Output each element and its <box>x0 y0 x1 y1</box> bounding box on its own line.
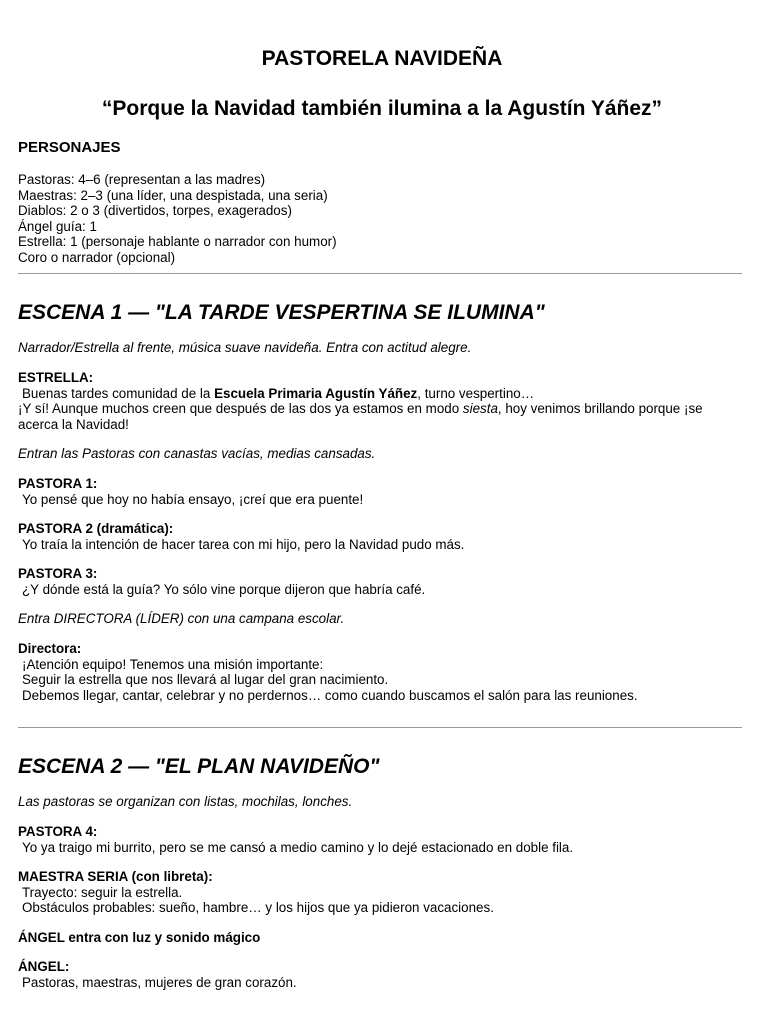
dialogue-pastora2 <box>18 521 746 552</box>
stage-direction: Entran las Pastoras con canastas vacías, medias cansadas. <box>18 446 376 461</box>
line-text: Buenas tardes comunidad de la <box>22 385 215 401</box>
dialogue-line: Trayecto: seguir la estrella. <box>22 884 183 900</box>
dialogue-line <box>14 401 746 432</box>
dialogue-line: Yo ya traigo mi burrito, pero se me cansó a medio camino y lo dejé estacionado en doble fila. <box>22 839 574 855</box>
line-text: ¡Y sí! Aunque muchos creen que después de las dos ya estamos en modo <box>18 401 463 416</box>
personaje-item: Coro o narrador (opcional) <box>18 249 176 265</box>
emphasis-text: siesta <box>462 401 498 416</box>
dialogue-line: ¿Y dónde está la guía? Yo sólo vine porque dijeron que habría café. <box>22 581 426 597</box>
dialogue-line: Yo traía la intención de hacer tarea con mi hijo, pero la Navidad pudo más. <box>22 536 465 552</box>
personaje-item: Ángel guía: 1 <box>18 218 97 234</box>
school-name: Escuela Primaria Agustín Yáñez <box>214 385 418 401</box>
dialogue-line: Obstáculos probables: sueño, hambre… y los hijos que ya pidieron vacaciones. <box>22 900 494 915</box>
personaje-item: Diablos: 2 o 3 (divertidos, torpes, exagerados) <box>18 203 292 218</box>
speaker-name: ÁNGEL: <box>18 959 70 974</box>
escena2-heading: ESCENA 2 — "EL PLAN NAVIDEÑO" <box>18 755 380 778</box>
dialogue-line: Seguir la estrella que nos llevará al lugar del gran nacimiento. <box>22 672 389 687</box>
speaker-name: PASTORA 3: <box>18 566 98 581</box>
personajes-list <box>18 172 746 265</box>
personajes-heading: PERSONAJES <box>18 139 121 156</box>
dialogue-estrella <box>18 370 746 432</box>
dialogue-line: ¡Atención equipo! Tenemos una misión importante: <box>22 656 324 672</box>
speaker-name: PASTORA 2 (dramática): <box>18 521 174 536</box>
section-divider <box>18 273 742 274</box>
speaker-name: MAESTRA SERIA (con libreta): <box>18 869 213 884</box>
document-subtitle: “Porque la Navidad también ilumina a la Agustín Yáñez” <box>101 97 663 120</box>
dialogue-pastora1 <box>18 476 746 507</box>
personaje-item: Pastoras: 4–6 (representan a las madres) <box>18 172 266 187</box>
document-title: PASTORELA NAVIDEÑA <box>261 47 503 70</box>
stage-direction: Narrador/Estrella al frente, música suave navideña. Entra con actitud alegre. <box>18 340 472 355</box>
section-divider <box>18 727 742 728</box>
personaje-item: Estrella: 1 (personaje hablante o narrador con humor) <box>18 234 337 249</box>
stage-direction: Entra DIRECTORA (LÍDER) con una campana escolar. <box>18 611 345 626</box>
escena1-heading: ESCENA 1 — "LA TARDE VESPERTINA SE ILUMINA" <box>18 301 545 324</box>
line-text: , hoy venimos brillando porque ¡se acerca la Navidad! <box>18 401 703 432</box>
personaje-item: Maestras: 2–3 (una líder, una despistada, una seria) <box>18 187 328 203</box>
line-text: , turno vespertino… <box>417 385 535 401</box>
dialogue-line: Debemos llegar, cantar, celebrar y no perdernos… como cuando buscamos el salón para las reuniones. <box>22 687 638 703</box>
dialogue-angel <box>18 959 746 990</box>
dialogue-pastora4 <box>18 824 746 855</box>
speaker-name: PASTORA 1: <box>18 476 98 491</box>
speaker-name: PASTORA 4: <box>18 824 98 839</box>
dialogue-line: Yo pensé que hoy no había ensayo, ¡creí que era puente! <box>22 491 364 507</box>
dialogue-maestra-seria <box>18 869 746 916</box>
speaker-name: Directora: <box>18 641 82 656</box>
dialogue-directora <box>18 641 746 703</box>
angel-stage-direction: ÁNGEL entra con luz y sonido mágico <box>18 929 261 945</box>
dialogue-pastora3 <box>18 566 746 597</box>
stage-direction: Las pastoras se organizan con listas, mochilas, lonches. <box>18 794 353 809</box>
dialogue-line: Pastoras, maestras, mujeres de gran corazón. <box>22 974 297 990</box>
speaker-name: ESTRELLA: <box>18 370 94 385</box>
dialogue-line <box>18 386 746 402</box>
